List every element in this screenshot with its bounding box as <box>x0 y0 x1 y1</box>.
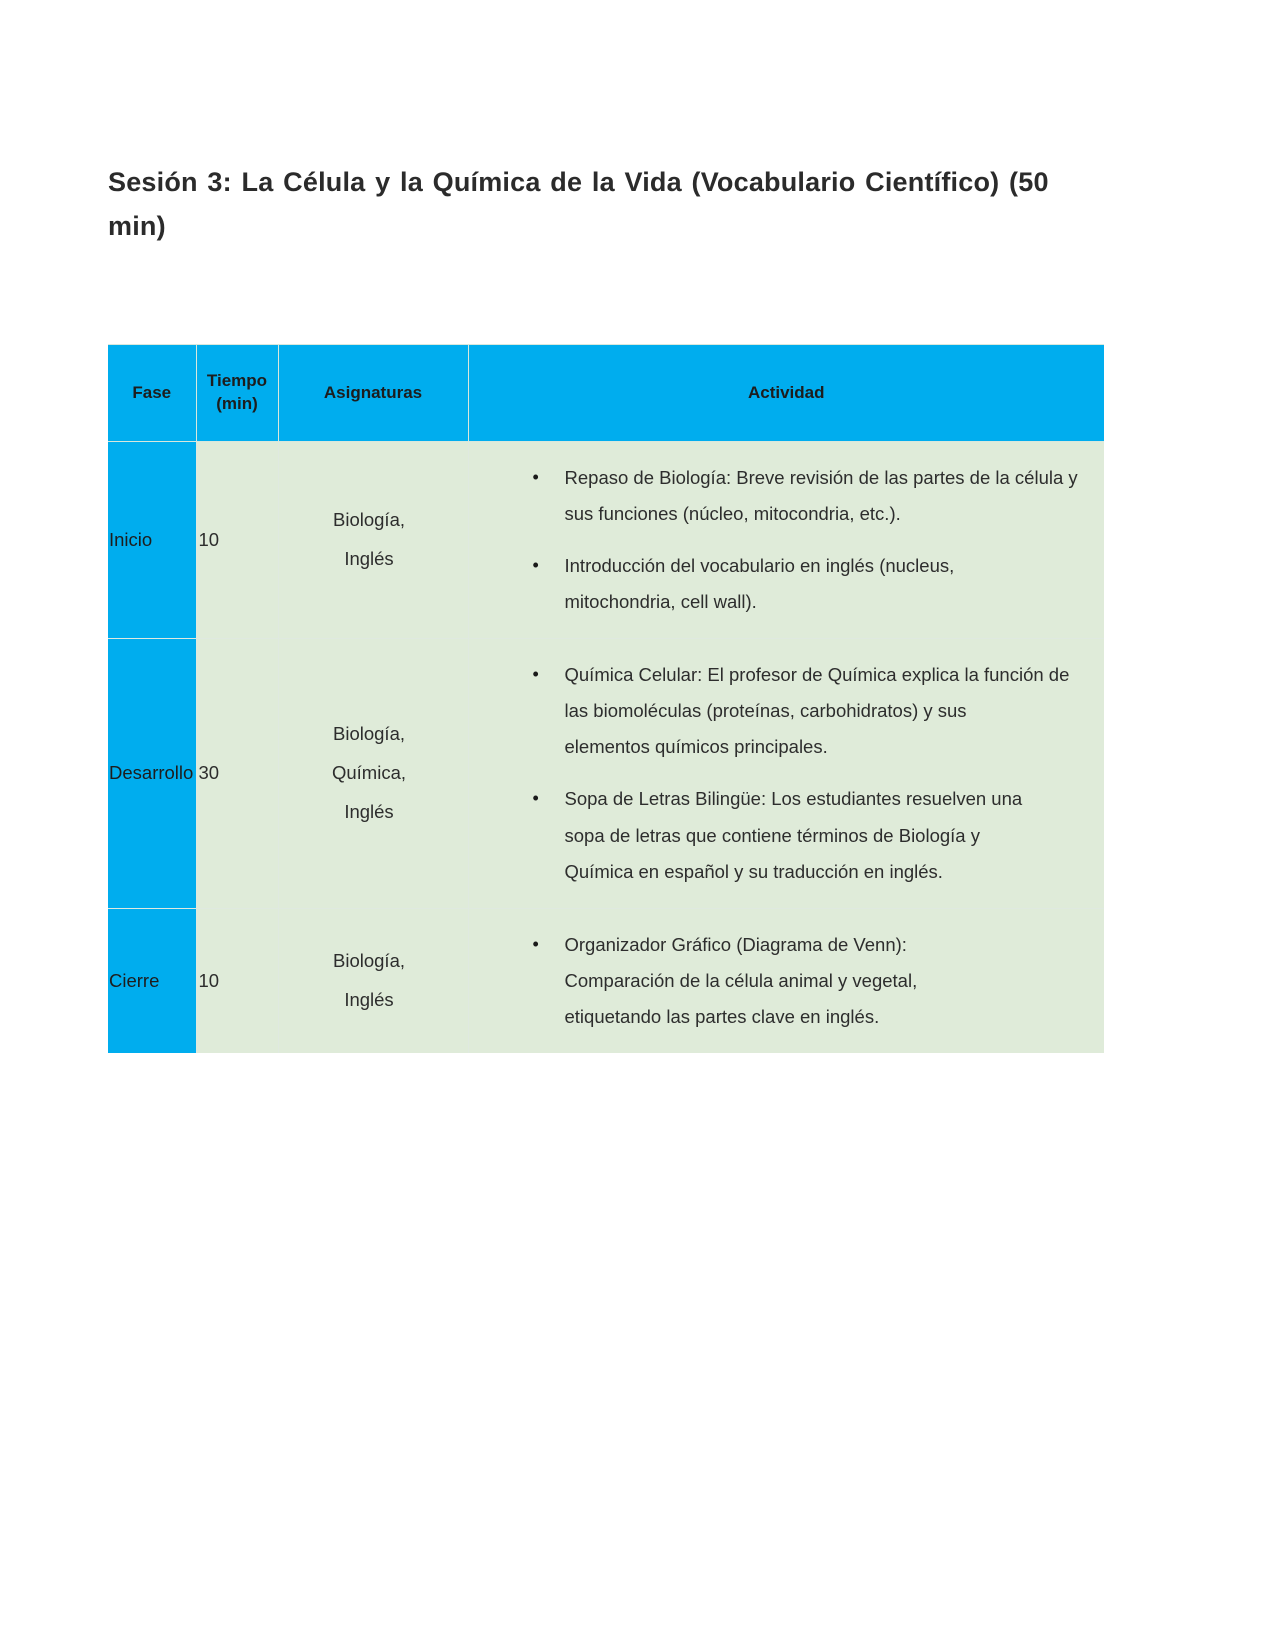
list-item <box>533 657 1091 765</box>
text-line: Organizador Gráfico (Diagrama de Venn): <box>564 933 907 955</box>
bullet-icon: • <box>532 933 539 954</box>
list-item-text <box>565 781 1091 889</box>
table-header-row <box>108 345 1104 442</box>
cell-asignaturas <box>278 639 468 908</box>
text-line: sus funciones (núcleo, mitocondria, etc.). <box>564 503 901 525</box>
text-line: las biomoléculas (proteínas, carbohidratos) y sus <box>564 700 967 722</box>
bullet-icon: • <box>532 664 539 685</box>
activity-bullet-list <box>477 927 1091 1035</box>
column-header-tiempo-line1: Tiempo <box>206 371 268 391</box>
column-header-tiempo <box>196 345 278 442</box>
bullet-icon: • <box>532 467 539 487</box>
subject-item: Inglés <box>344 988 394 1010</box>
table-header <box>108 345 1104 442</box>
cell-asignaturas <box>278 442 468 639</box>
subject-item: Inglés <box>344 548 394 570</box>
table-body <box>108 442 1104 1053</box>
list-item <box>533 548 1091 620</box>
text-line: mitochondria, cell wall). <box>564 591 757 613</box>
activity-bullet-list <box>477 657 1091 889</box>
column-header-asignaturas: Asignaturas <box>278 345 468 442</box>
table-row <box>108 442 1104 639</box>
lesson-plan-table <box>108 344 1104 1053</box>
list-item <box>533 927 1091 1035</box>
text-line: etiquetando las partes clave en inglés. <box>564 1005 880 1027</box>
subject-item: Biología, <box>333 509 405 531</box>
cell-fase: Cierre <box>108 908 196 1053</box>
cell-asignaturas <box>278 908 468 1053</box>
subject-item: Inglés <box>344 800 394 822</box>
cell-fase: Desarrollo <box>108 639 196 908</box>
subject-item: Biología, <box>333 949 405 971</box>
list-item-text <box>565 460 1091 532</box>
list-item-text <box>565 548 1091 620</box>
text-line: Química Celular: El profesor de Química explica la función de <box>564 664 1070 686</box>
text-line: elementos químicos principales. <box>564 736 828 758</box>
cell-actividad <box>468 908 1104 1053</box>
table-row <box>108 639 1104 908</box>
page-title: Sesión 3: La Célula y la Química de la Vida (Vocabulario Científico) (50 min) <box>108 167 1049 241</box>
column-header-fase: Fase <box>108 345 196 442</box>
text-line: Comparación de la célula animal y vegetal, <box>564 969 918 991</box>
text-line: Sopa de Letras Bilingüe: Los estudiantes resuelven una <box>564 788 1023 810</box>
text-line: sopa de letras que contiene términos de Biología y <box>564 824 980 846</box>
list-item <box>533 460 1091 532</box>
cell-tiempo: 30 <box>196 639 278 908</box>
cell-actividad <box>468 442 1104 639</box>
subject-item: Química, <box>331 762 407 784</box>
bullet-icon: • <box>532 788 539 809</box>
list-item-text <box>565 657 1091 765</box>
activity-bullet-list <box>477 460 1091 620</box>
list-item-text <box>565 927 1091 1035</box>
table-row <box>108 908 1104 1053</box>
text-line: Química en español y su traducción en inglés. <box>564 860 943 882</box>
text-line: Repaso de Biología: Breve revisión de las partes de la célula y <box>564 467 1078 488</box>
list-item <box>533 781 1091 889</box>
cell-tiempo: 10 <box>196 442 278 639</box>
column-header-tiempo-line2: (min) <box>216 394 258 413</box>
text-line: Introducción del vocabulario en inglés (nucleus, <box>564 555 955 577</box>
cell-fase: Inicio <box>108 442 196 639</box>
column-header-actividad: Actividad <box>468 345 1104 442</box>
cell-actividad <box>468 639 1104 908</box>
subject-item: Biología, <box>333 723 405 745</box>
bullet-icon: • <box>532 555 539 576</box>
cell-tiempo: 10 <box>196 908 278 1053</box>
